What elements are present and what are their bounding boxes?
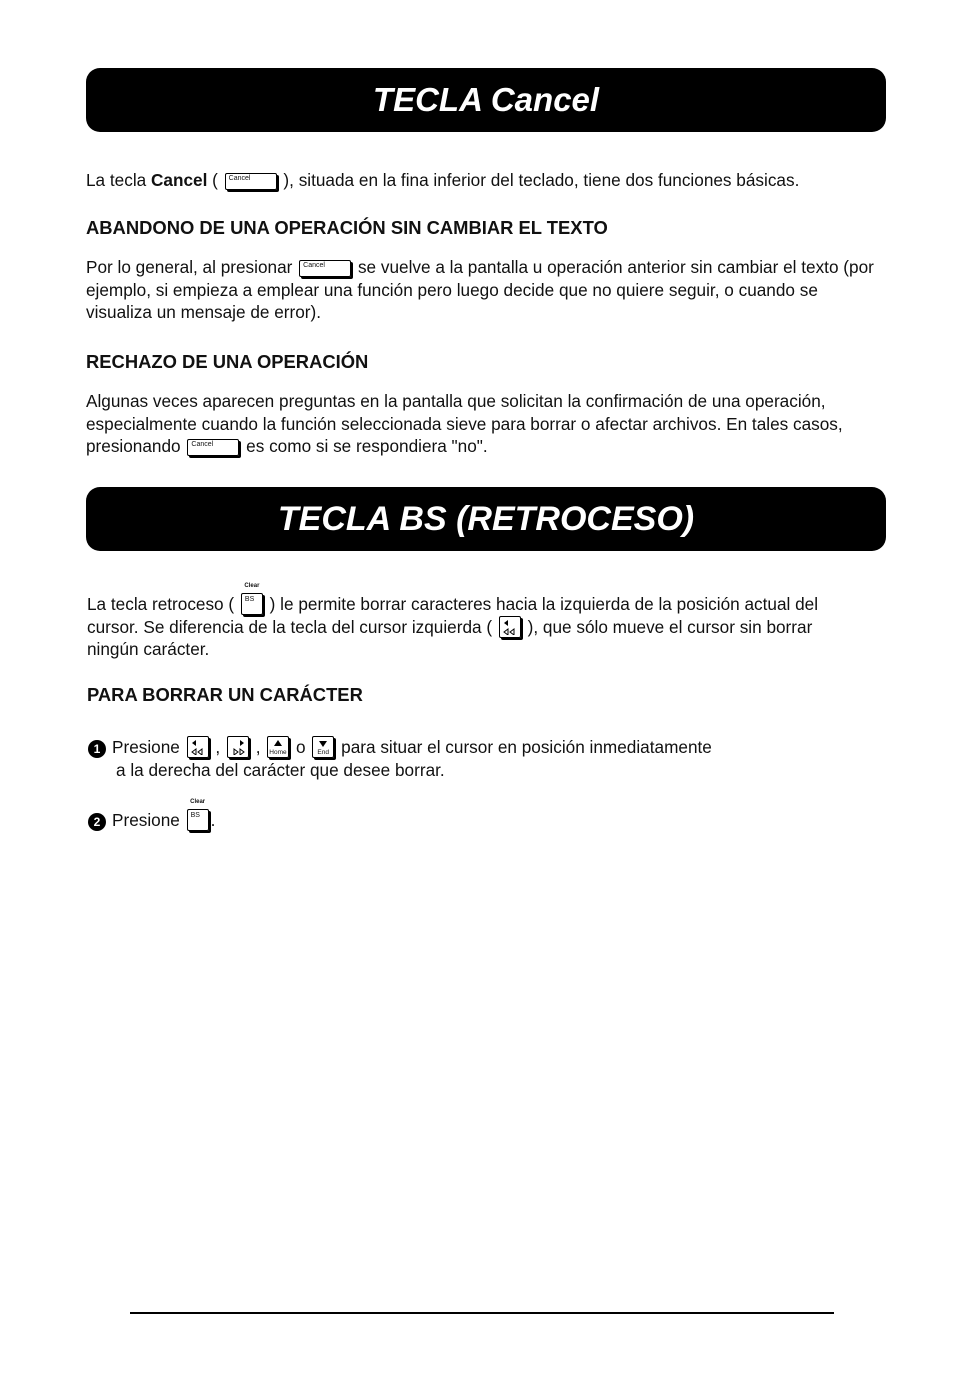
- section-banner-cancel: [86, 68, 886, 132]
- cursor-up-home-key-icon: Home: [267, 736, 289, 758]
- section-banner-bs: [86, 487, 886, 551]
- subheading-rechazo: RECHAZO DE UNA OPERACIÓN: [86, 351, 369, 372]
- cursor-down-end-key-icon: End: [312, 736, 334, 758]
- cursor-right-key-icon: [227, 736, 249, 758]
- footer-rule: [130, 1312, 834, 1314]
- cursor-left-key-icon: [499, 616, 521, 638]
- step-number: 1: [88, 740, 106, 758]
- cancel-key-icon: Cancel: [299, 260, 351, 277]
- step-number: 2: [88, 813, 106, 831]
- bs-key-icon: Clear BS: [241, 593, 263, 615]
- subheading-abandono: ABANDONO DE UNA OPERACIÓN SIN CAMBIAR EL TEXTO: [86, 217, 608, 238]
- step-2: 2 Presione Clear BS .: [88, 809, 215, 832]
- step-1: 1 Presione , , Home o End para situar el cursor en posición inmediatamente a la derecha del carácter que desee borrar.: [88, 736, 712, 781]
- cancel-key-icon: Cancel: [225, 173, 277, 190]
- section-title: TECLA Cancel: [372, 81, 600, 118]
- bs-intro: La tecla retroceso ( Clear BS ) le permite borrar caracteres hacia la izquierda de la posición actual del cursor. Se diferencia de la tecla del cursor izquierda ( ), que sólo mueve el cursor sin borrar ningún carácter.: [87, 583, 819, 659]
- subheading-borrar: PARA BORRAR UN CARÁCTER: [87, 684, 363, 705]
- cursor-left-key-icon: [187, 736, 209, 758]
- abandono-paragraph: Por lo general, al presionar Cancel se vuelve a la pantalla u operación anterior sin cambiar el texto (por ejemplo, si empieza a emplear una función pero luego decide que no quiere seguir, o cuando se visualiza un mensaje de error).: [86, 257, 874, 322]
- section-title: TECLA BS (RETROCESO): [277, 500, 695, 538]
- rechazo-paragraph: Algunas veces aparecen preguntas en la pantalla que solicitan la confirmación de una operación, especialmente cuando la función seleccionada sieve para borrar o afectar archivos. En tales casos, presionando Cancel es como si se respondiera "no".: [86, 391, 843, 456]
- cancel-key-icon: Cancel: [187, 439, 239, 456]
- cancel-intro: La tecla Cancel ( Cancel ), situada en la fina inferior del teclado, tiene dos funciones básicas.: [86, 170, 800, 190]
- bs-key-icon: Clear BS: [187, 809, 209, 831]
